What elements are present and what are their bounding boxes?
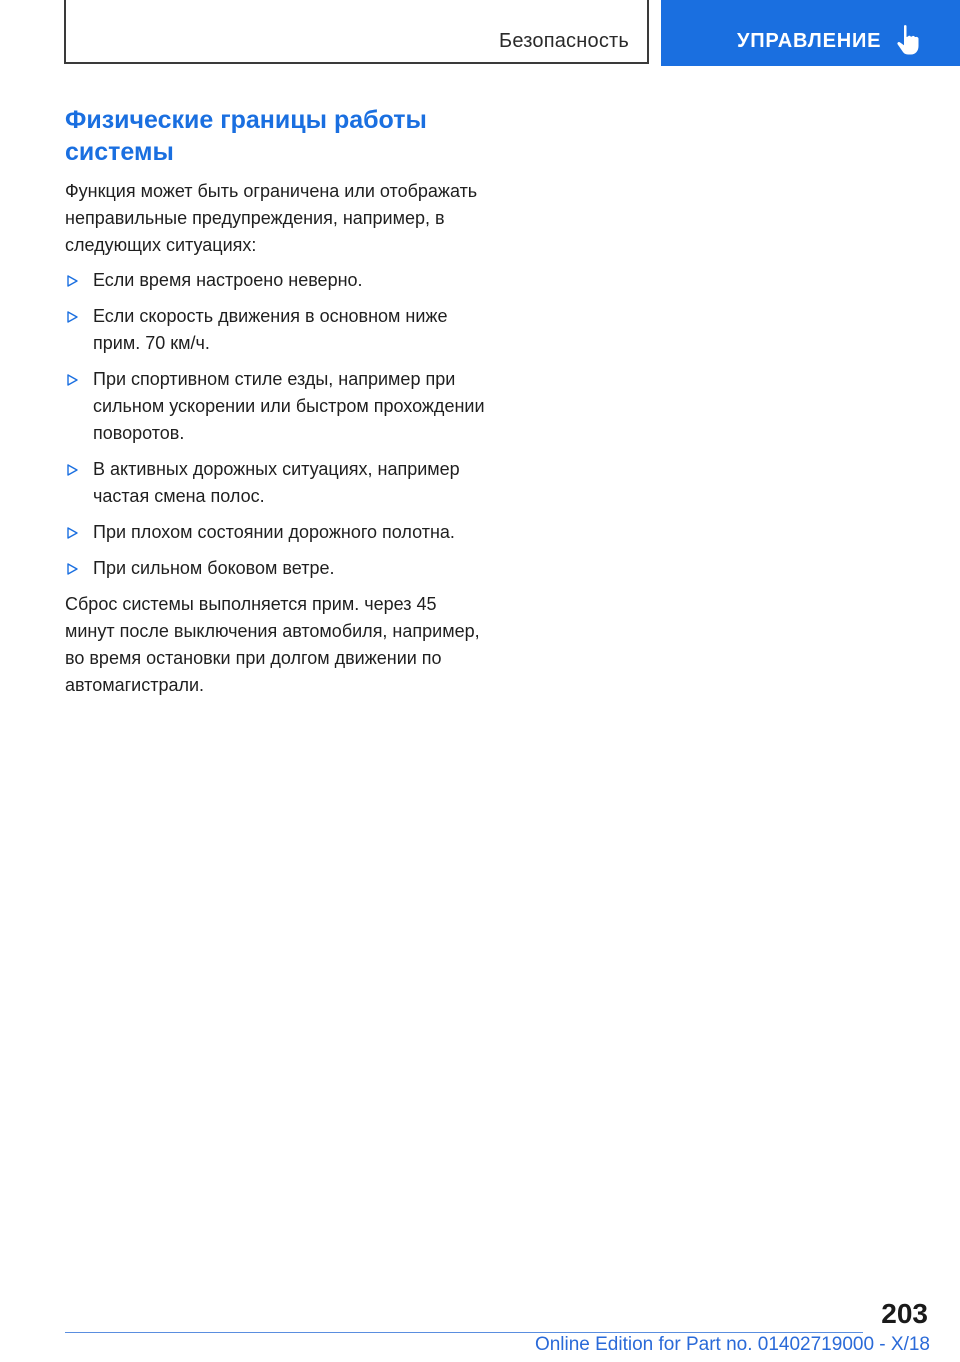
list-item-text: При сильном боковом ветре. (93, 558, 335, 578)
list-item (65, 456, 485, 510)
header-chapter-label: УПРАВЛЕНИЕ (737, 30, 882, 52)
list-item (65, 303, 485, 357)
list-item (65, 366, 485, 447)
triangle-bullet-icon (67, 527, 78, 539)
triangle-bullet-icon (67, 311, 78, 323)
triangle-bullet-icon (67, 464, 78, 476)
hand-pointer-icon (895, 24, 921, 56)
list-item-text: Если время настроено неверно. (93, 270, 363, 290)
list-item-text: Если скорость движения в основном ниже прим. 70 км/ч. (93, 306, 448, 353)
triangle-bullet-icon (67, 275, 78, 287)
header-chapter-tab[interactable] (661, 0, 960, 66)
footer-edition-link[interactable]: Online Edition for Part no. 01402719000 - X/18 (534, 1334, 930, 1355)
main-content (65, 104, 485, 699)
list-item (65, 519, 485, 546)
page-number: 203 (881, 1298, 928, 1329)
footer-divider (65, 1332, 863, 1333)
list-item-text: При спортивном стиле езды, например при сильном ускорении или быстром прохождении поворотов. (93, 369, 485, 443)
header-section-box (64, 0, 649, 64)
triangle-bullet-icon (67, 374, 78, 386)
triangle-bullet-icon (67, 563, 78, 575)
header-section-label: Безопасность (499, 30, 629, 52)
closing-paragraph: Сброс системы выполняется прим. через 45 минут после выключения автомобиля, например, во время остановки при долгом движении по автомагистрали. (65, 594, 480, 695)
intro-paragraph: Функция может быть ограничена или отображать неправильные предупреждения, например, в следующих ситуациях: (65, 181, 478, 255)
limitations-list (65, 267, 485, 582)
list-item (65, 555, 485, 582)
list-item-text: В активных дорожных ситуациях, например частая смена полос. (93, 459, 460, 506)
list-item-text: При плохом состоянии дорожного полотна. (93, 522, 455, 542)
list-item (65, 267, 485, 294)
section-title: Физические границы работы системы (65, 106, 427, 166)
